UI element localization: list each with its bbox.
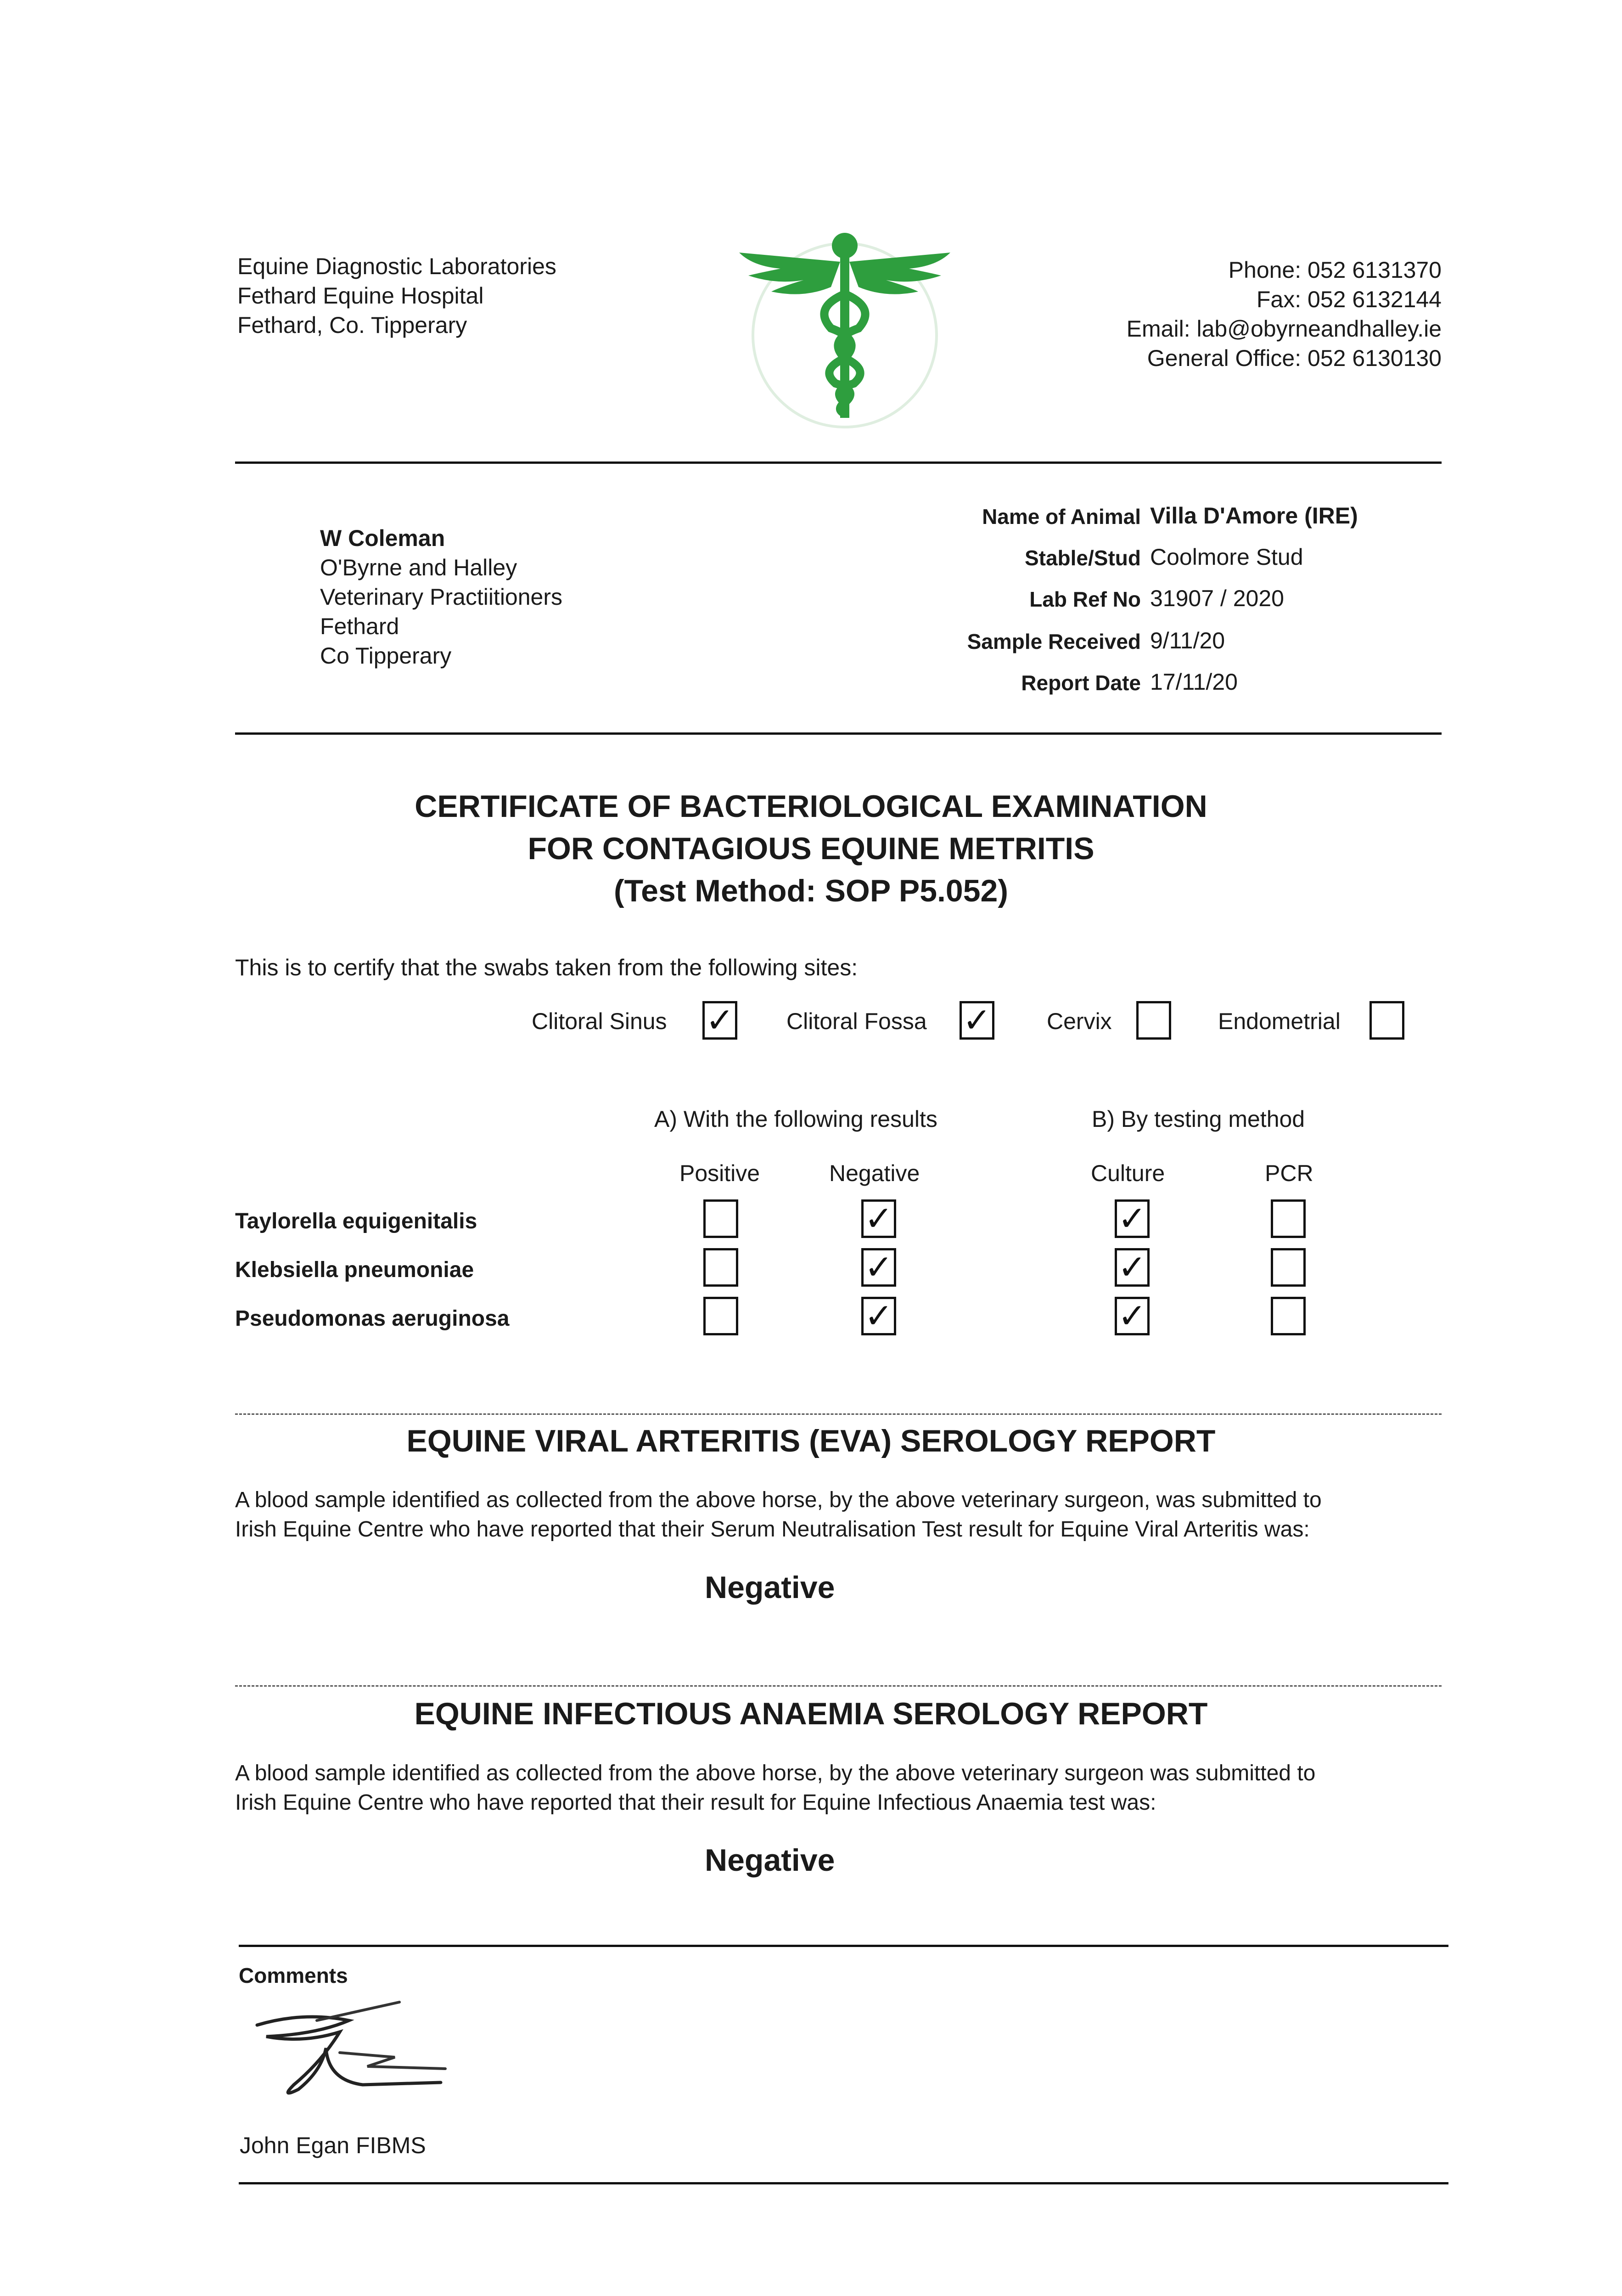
signatory-name: John Egan FIBMS (240, 2133, 426, 2158)
lab-ref-label: Lab Ref No (1029, 587, 1141, 611)
site-label-clitoral-sinus: Clitoral Sinus (532, 1008, 667, 1034)
site-label-cervix: Cervix (1047, 1008, 1112, 1034)
site-label-clitoral-fossa: Clitoral Fossa (786, 1008, 927, 1034)
footer-divider (239, 2182, 1448, 2184)
eia-divider (235, 1685, 1442, 1687)
email: Email: lab@obyrneandhalley.ie (1126, 316, 1442, 342)
organism-pseudomonas: Pseudomonas aeruginosa (235, 1306, 510, 1331)
hospital-name: Fethard Equine Hospital (237, 283, 484, 309)
comments-divider (239, 1945, 1448, 1947)
taylorella-positive-checkbox[interactable] (703, 1199, 738, 1238)
klebsiella-negative-checkbox[interactable]: ✓ (861, 1248, 896, 1287)
header-divider (235, 461, 1442, 464)
column-pcr: PCR (1265, 1160, 1313, 1186)
report-date-value: 17/11/20 (1150, 669, 1238, 695)
recipient-line: Veterinary Practiitioners (320, 584, 563, 610)
eva-divider (235, 1413, 1442, 1415)
recipient-address (320, 523, 562, 670)
klebsiella-culture-checkbox[interactable]: ✓ (1115, 1248, 1150, 1287)
eva-title: EQUINE VIRAL ARTERITIS (EVA) SEROLOGY REPORT (406, 1424, 1216, 1458)
column-positive: Positive (679, 1160, 760, 1186)
taylorella-culture-checkbox[interactable]: ✓ (1115, 1199, 1150, 1238)
comments-label: Comments (239, 1964, 348, 1987)
site-label-endometrial: Endometrial (1218, 1008, 1341, 1034)
fax: Fax: 052 6132144 (1256, 287, 1442, 312)
cem-test-method: (Test Method: SOP P5.052) (614, 873, 1008, 908)
eia-text (235, 1759, 1315, 1818)
taylorella-pcr-checkbox[interactable] (1271, 1199, 1306, 1238)
lab-ref-value: 31907 / 2020 (1150, 585, 1284, 611)
lab-name: Equine Diagnostic Laboratories (237, 253, 556, 279)
cem-title (0, 785, 1622, 912)
lab-address (237, 252, 556, 340)
contact-block (1056, 255, 1442, 373)
details-divider (235, 732, 1442, 735)
certify-statement: This is to certify that the swabs taken from the following sites: (235, 955, 858, 980)
signature (248, 1993, 459, 2108)
column-negative: Negative (829, 1160, 920, 1186)
eia-text-line: A blood sample identified as collected from the above horse, by the above veterinary surgeon was submitted to (235, 1761, 1316, 1785)
lab-location: Fethard, Co. Tipperary (237, 312, 467, 338)
report-date-label: Report Date (1021, 671, 1141, 695)
eva-result: Negative (705, 1570, 835, 1605)
column-culture: Culture (1091, 1160, 1165, 1186)
organism-taylorella: Taylorella equigenitalis (235, 1209, 477, 1233)
sample-received-label: Sample Received (967, 630, 1141, 653)
site-checkbox-clitoral-fossa[interactable]: ✓ (960, 1001, 994, 1040)
general-office: General Office: 052 6130130 (1147, 345, 1442, 371)
pseudomonas-positive-checkbox[interactable] (703, 1297, 738, 1335)
results-heading: A) With the following results (654, 1106, 937, 1132)
sample-received-value: 9/11/20 (1150, 628, 1225, 653)
cem-title-line: FOR CONTAGIOUS EQUINE METRITIS (528, 831, 1094, 866)
animal-name-label: Name of Animal (982, 505, 1141, 529)
site-checkbox-endometrial[interactable] (1369, 1001, 1404, 1040)
pseudomonas-culture-checkbox[interactable]: ✓ (1115, 1297, 1150, 1335)
klebsiella-pcr-checkbox[interactable] (1271, 1248, 1306, 1287)
method-heading: B) By testing method (1092, 1106, 1305, 1132)
pseudomonas-pcr-checkbox[interactable] (1271, 1297, 1306, 1335)
site-checkbox-cervix[interactable] (1136, 1001, 1171, 1040)
caduceus-logo (725, 225, 964, 436)
klebsiella-positive-checkbox[interactable] (703, 1248, 738, 1287)
eia-text-line: Irish Equine Centre who have reported that their result for Equine Infectious Anaemia test was: (235, 1790, 1156, 1815)
recipient-line: O'Byrne and Halley (320, 555, 517, 580)
recipient-line: Fethard (320, 613, 399, 639)
stable-value: Coolmore Stud (1150, 544, 1303, 570)
eva-text-line: Irish Equine Centre who have reported that their Serum Neutralisation Test result for Equine Viral Arteritis was: (235, 1517, 1310, 1542)
eia-result: Negative (705, 1843, 835, 1878)
stable-label: Stable/Stud (1024, 546, 1141, 570)
phone: Phone: 052 6131370 (1228, 257, 1442, 283)
recipient-name: W Coleman (320, 525, 445, 551)
taylorella-negative-checkbox[interactable]: ✓ (861, 1199, 896, 1238)
organism-klebsiella: Klebsiella pneumoniae (235, 1258, 474, 1282)
cem-title-line: CERTIFICATE OF BACTERIOLOGICAL EXAMINATION (415, 789, 1207, 824)
animal-name-value: Villa D'Amore (IRE) (1150, 503, 1358, 529)
site-checkbox-clitoral-sinus[interactable]: ✓ (702, 1001, 737, 1040)
eva-text (235, 1486, 1322, 1544)
recipient-line: Co Tipperary (320, 643, 452, 669)
pseudomonas-negative-checkbox[interactable]: ✓ (861, 1297, 896, 1335)
eva-text-line: A blood sample identified as collected from the above horse, by the above veterinary surgeon, was submitted to (235, 1488, 1322, 1512)
eia-title: EQUINE INFECTIOUS ANAEMIA SEROLOGY REPORT (414, 1696, 1208, 1731)
